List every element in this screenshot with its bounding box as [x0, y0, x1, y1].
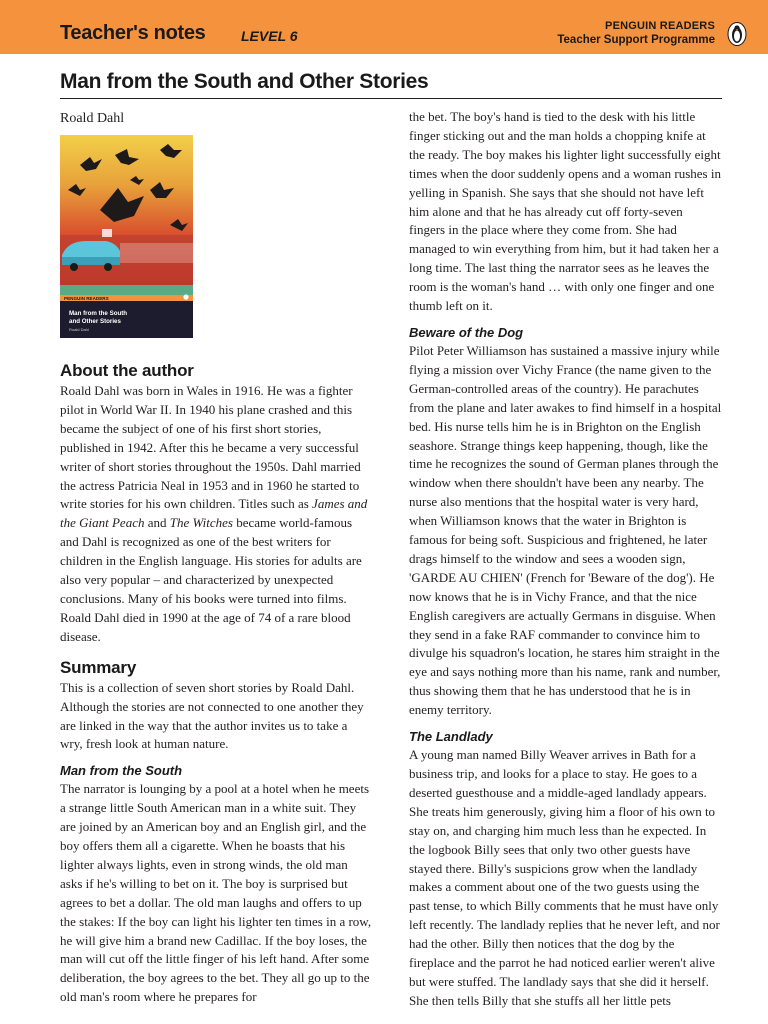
- author-name: Roald Dahl: [60, 111, 125, 126]
- penguin-logo-icon: [727, 22, 747, 46]
- about-author-heading: About the author: [60, 361, 194, 380]
- story-heading-beware-dog: Beware of the Dog: [409, 324, 524, 340]
- story-text-beware-dog: Pilot Peter Williamson has sustained a massive injury while flying a mission over Vichy France (the name given to the German-controlled areas of the country). He parachutes from the plane and later awakes to find himself in a hospital bed. His nurse tells him he is in Brighton on the English seashore. Strange things keep happening, though, like the time he recognizes the sound of German planes through the window when there shouldn't have been any nearby. The nurse also mentions that the hospital water is very hard, when Williamson knows that the water in Brighton is famous for being soft. Suspicious and frightened, he later drags himself to the window and sees a wooden sign, 'GARDE AU CHIEN' (French for 'Beware of the dog'). He now knows that he is in Vichy France, and that the nice English caregivers are actually Germans in disguise. When they send in a fake RAF commander to convince him to divulge his squadron's location, he stares him straight in the eye and says nothing more than his name, rank and number, thus showing them that he has understood that he is in enemy territory.: [409, 342, 722, 718]
- about-text-part2: became world-famous and Dahl is recognized as one of the best writers for children in the English language. His stories for adults are also very popular – and characterized by unexpected conclusions. Many of his books were turned into films. Roald Dahl died in 1990 at the age of 74 of a rare blood disease.: [60, 515, 362, 644]
- summary-heading: Summary: [60, 657, 137, 677]
- brand-block: [557, 19, 715, 47]
- book-title: Man from the South and Other Stories: [60, 70, 429, 93]
- story-text-landlady: A young man named Billy Weaver arrives in Bath for a business trip, and looks for a place to stay. He goes to a deserted guesthouse and a middle-aged landlady appears. She treats him generously, giving him a floor of his own to stay on, and charging him much less than he expected. In the logbook Billy sees that only two other guests have stayed there. Billy's suspicions grow when the landlady makes a comment about one of the two guests using the past tense, to which Billy comments that he must have only left recently. The landlady replies that he never left, and nor had the other. Billy then notices that the dog by the fireplace and the parrot he had noticed earlier weren't alive but were stuffed. The landlady says that she did it herself. She then tells Billy that she stuffs all her little pets: [409, 747, 720, 1008]
- cover-title-line2: and Other Stories: [69, 318, 121, 325]
- book-title-james: James and the Giant Peach: [60, 496, 368, 531]
- book-cover-image: [60, 135, 193, 338]
- brand-name: PENGUIN READERS: [605, 20, 715, 32]
- level-label: LEVEL 6: [241, 28, 298, 44]
- story-heading-landlady: The Landlady: [409, 729, 493, 745]
- left-column: [60, 360, 372, 1007]
- story-text-man-from-south: The narrator is lounging by a pool at a hotel when he meets a strange little South American man in a white suit. They are joined by an American boy and an English girl, and the boy offers them all a cigarette. When he boasts that his lighter always lights, even in strong winds, the old man asks if he's willing to bet on it. The boy is surprised but agrees to bet a dollar. The old man laughs and offers to up the stakes: If the boy can light his lighter ten times in a row, he will give him a brand new Cadillac. If the boy loses, the man will cut off the little finger of his left hand. After some deliberation, the boy agrees to the bet. They all go up to the old man's room where he prepares for: [60, 781, 372, 1005]
- book-title-witches: The Witches: [169, 515, 233, 531]
- cover-series: PENGUIN READERS: [64, 296, 109, 301]
- summary-text: This is a collection of seven short stories by Roald Dahl. Although the stories are not connected to one another they are linked in the way that the author invites us to take a wry, fresh look at human nature.: [60, 679, 364, 752]
- brand-programme: Teacher Support Programme: [557, 34, 715, 46]
- about-author-text: [60, 382, 372, 647]
- cover-title-line1: Man from the South: [69, 310, 128, 317]
- story-heading-man-from-south: Man from the South: [60, 763, 183, 779]
- cover-illustration: [60, 135, 193, 338]
- about-text-and: and: [144, 515, 170, 531]
- cover-author: Roald Dahl: [69, 327, 89, 332]
- title-divider: [60, 98, 722, 99]
- about-text-part1: Roald Dahl was born in Wales in 1916. He was a fighter pilot in World War II. In 1940 his plane crashed and this became the subject of one of his first short stories, published in 1942. After this he became a very successful writer of short stories throughout the 1950s. Dahl married the actress Patricia Neal in 1953 and in 1960 he started to write stories for his own children. Titles such as: [60, 383, 361, 512]
- right-column: [409, 108, 722, 1011]
- story-text-man-from-south-continued: the bet. The boy's hand is tied to the desk with his little finger sticking out and the man holds a chopping knife at the ready. The boy makes his lighter light successfully eight times when the door suddenly opens and a woman rushes in yelling in Spanish. She says that she should not have left him alone and that he has already cut off forty-seven fingers in the place where they come from. She had managed to win everything from him, but it had taken her a long time. The last thing the narrator sees as he leaves the room is the woman's hand … with only one finger and one thumb left on it.: [409, 109, 721, 314]
- header-title: Teacher's notes: [60, 22, 206, 44]
- page-header: [0, 0, 768, 54]
